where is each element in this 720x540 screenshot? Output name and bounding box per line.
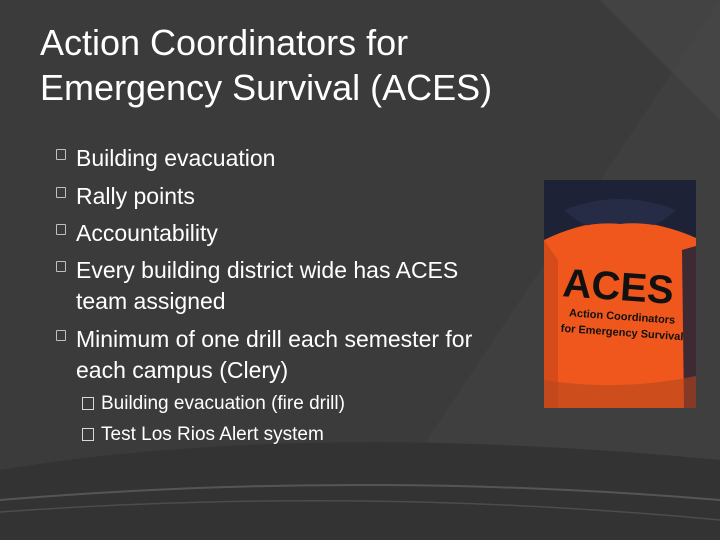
sub-bullet-box-icon xyxy=(82,428,94,441)
sub-bullet-item xyxy=(82,423,502,447)
bullet-box-icon xyxy=(56,187,66,198)
bullet-text xyxy=(76,324,546,386)
bullet-text xyxy=(76,255,546,317)
bullet-text xyxy=(76,218,546,249)
bullet-text-line: each campus (Clery) xyxy=(76,357,289,383)
shirt-subtitle-line1: Action Coordinators xyxy=(568,307,676,327)
sub-bullet-text: Test Los Rios Alert system xyxy=(101,424,324,445)
bullet-text-line: team assigned xyxy=(76,288,226,314)
aces-shirt-photo xyxy=(544,180,696,408)
bullet-text-line: Minimum of one drill each semester for xyxy=(76,326,473,352)
sub-bullet-item xyxy=(82,392,502,416)
bullet-box-icon xyxy=(56,261,66,272)
sub-bullet-text: Building evacuation (fire drill) xyxy=(101,393,345,414)
bullet-text-line: Building evacuation xyxy=(76,145,276,171)
shirt-aces-text: ACES xyxy=(561,261,676,313)
bullet-box-icon xyxy=(56,224,66,235)
slide-title-line: Emergency Survival (ACES) xyxy=(40,67,493,108)
bullet-text-line: Rally points xyxy=(76,183,195,209)
shirt-subtitle-line2: for Emergency Survival xyxy=(560,322,684,344)
bullet-text-line: Accountability xyxy=(76,220,218,246)
bullet-box-icon xyxy=(56,149,66,160)
aces-shirt-image xyxy=(544,180,696,408)
bullet-text xyxy=(76,181,546,212)
bullet-text-line: Every building district wide has ACES xyxy=(76,257,459,283)
bullet-text xyxy=(76,143,546,174)
sub-bullet-box-icon xyxy=(82,397,94,410)
slide-title-line: Action Coordinators for xyxy=(40,22,409,63)
bullet-box-icon xyxy=(56,330,66,341)
